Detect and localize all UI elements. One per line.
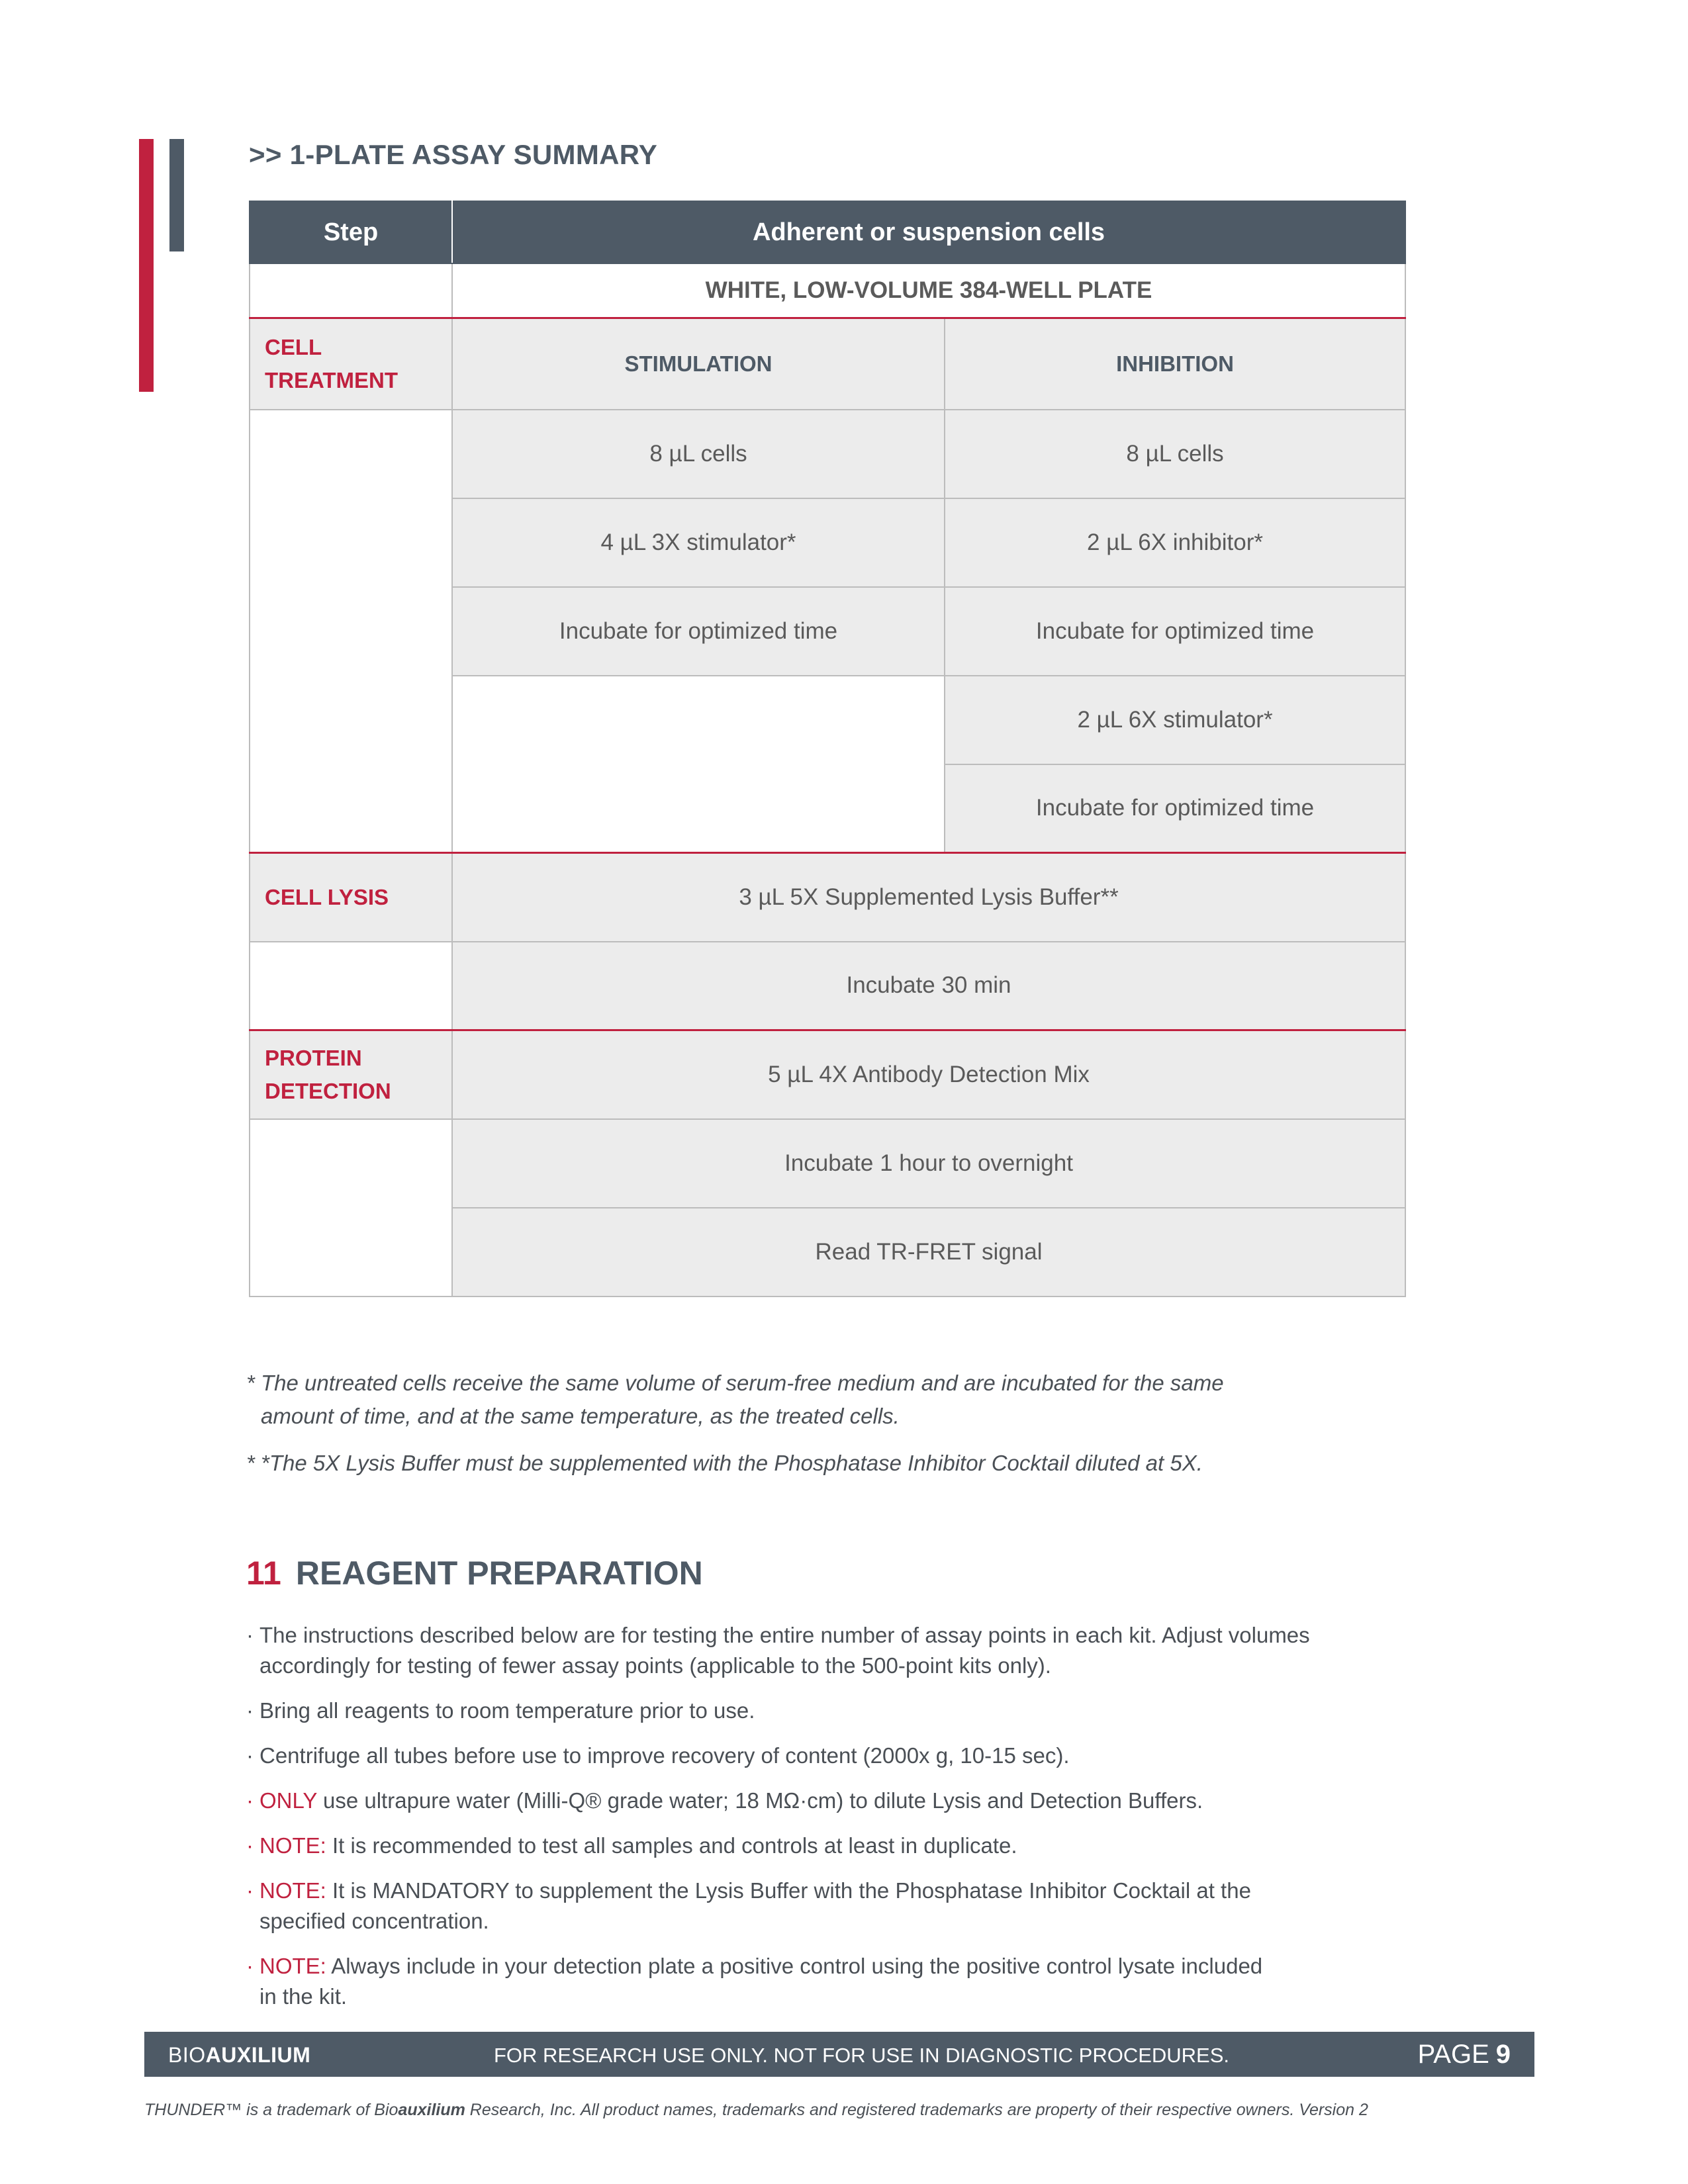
step-empty-cell — [250, 1119, 452, 1297]
footnote-line: * The untreated cells receive the same volume of serum-free medium and are incubated for the same — [246, 1371, 1224, 1395]
footer-research-notice: FOR RESEARCH USE ONLY. NOT FOR USE IN DIAGNOSTIC PROCEDURES. — [494, 2044, 1230, 2067]
trademark-bold: auxilium — [398, 2101, 465, 2119]
table-cell: 8 µL cells — [452, 410, 945, 498]
step-label-text: CELL LYSIS — [265, 884, 389, 909]
table-cell: Incubate for optimized time — [452, 587, 945, 676]
page-number: 9 — [1495, 2040, 1511, 2069]
note-label: NOTE: — [259, 1833, 326, 1858]
subheader-stimulation: STIMULATION — [452, 318, 945, 410]
footnote-lysis-buffer: * *The 5X Lysis Buffer must be supplemented with the Phosphatase Inhibitor Cocktail diluted at 5X. — [246, 1451, 1203, 1475]
list-item-line: in the kit. — [259, 1984, 348, 2009]
table-row — [250, 410, 1405, 498]
section-title: REAGENT PREPARATION — [295, 1555, 703, 1592]
emphasis-label: ONLY — [259, 1788, 317, 1813]
list-item-text: Always include in your detection plate a positive control using the positive control lysate included — [326, 1954, 1263, 1978]
list-item — [246, 1831, 1411, 1861]
trademark-notice — [144, 2101, 1368, 2120]
step-label-cell-treatment — [250, 318, 452, 410]
note-label: NOTE: — [259, 1878, 326, 1903]
table-cell: 4 µL 3X stimulator* — [452, 498, 945, 587]
step-label-text: CELL TREATMENT — [265, 334, 399, 392]
table-cell: Incubate 30 min — [452, 942, 1405, 1030]
footnote-untreated-cells — [246, 1367, 1411, 1433]
bullet-dot: · — [246, 1623, 254, 1647]
footnote-line: amount of time, and at the same temperature, as the treated cells. — [261, 1404, 900, 1428]
step-label-cell-lysis — [250, 853, 452, 942]
list-item — [246, 1876, 1411, 1936]
list-item — [246, 1696, 1411, 1726]
table-cell: Incubate for optimized time — [945, 764, 1405, 853]
list-item-line: Centrifuge all tubes before use to improve recovery of content (2000x g, 10-15 sec). — [259, 1743, 1070, 1768]
table-cell: 8 µL cells — [945, 410, 1405, 498]
list-item — [246, 1951, 1411, 2012]
list-item-line — [259, 1786, 1411, 1816]
table-cell: Incubate for optimized time — [945, 587, 1405, 676]
bullet-dot: · — [246, 1878, 254, 1903]
table-row — [250, 942, 1405, 1030]
table-cell: 5 µL 4X Antibody Detection Mix — [452, 1030, 1405, 1119]
brand-bold: AUXILIUM — [205, 2043, 311, 2067]
column-header-cells: Adherent or suspension cells — [452, 201, 1405, 263]
page-label: PAGE — [1417, 2040, 1489, 2069]
brand-prefix: BIO — [168, 2043, 206, 2067]
reagent-preparation-list — [246, 1620, 1411, 2026]
subheader-inhibition: INHIBITION — [945, 318, 1405, 410]
section-heading — [246, 1554, 703, 1592]
list-item-text: It is MANDATORY to supplement the Lysis Buffer with the Phosphatase Inhibitor Cocktail at the — [326, 1878, 1251, 1903]
table-cell: Read TR-FRET signal — [452, 1208, 1405, 1297]
footer-brand — [168, 2043, 310, 2068]
list-item — [246, 1620, 1411, 1681]
list-item-line — [259, 1876, 1411, 1906]
step-empty-cell — [250, 942, 452, 1030]
list-item-text: use ultrapure water (Milli-Q® grade water; 18 MΩ·cm) to dilute Lysis and Detection Buffers. — [316, 1788, 1203, 1813]
table-empty-cell — [452, 676, 945, 853]
bullet-dot: · — [246, 1743, 254, 1768]
table-row — [250, 1030, 1405, 1119]
decorative-gray-bar — [169, 139, 184, 251]
plate-row — [250, 263, 1405, 318]
list-item-line: accordingly for testing of fewer assay points (applicable to the 500-point kits only). — [259, 1653, 1051, 1678]
list-item — [246, 1741, 1411, 1771]
assay-summary-title: >> 1-PLATE ASSAY SUMMARY — [249, 139, 658, 170]
note-label: NOTE: — [259, 1954, 326, 1978]
step-label-text: PROTEIN DETECTION — [265, 1045, 391, 1103]
bullet-dot: · — [246, 1788, 254, 1813]
step-empty-cell — [250, 410, 452, 853]
plate-row-empty — [250, 263, 452, 318]
table-header-row — [250, 201, 1405, 263]
list-item — [246, 1786, 1411, 1816]
bullet-dot: · — [246, 1954, 254, 1978]
table-cell: Incubate 1 hour to overnight — [452, 1119, 1405, 1208]
table-row — [250, 318, 1405, 410]
table-row — [250, 1119, 1405, 1208]
table-cell: 3 µL 5X Supplemented Lysis Buffer** — [452, 853, 1405, 942]
page-indicator — [1418, 2040, 1511, 2070]
assay-summary-table — [249, 201, 1406, 1297]
footer-bar — [144, 2032, 1534, 2077]
list-item-line — [259, 1951, 1411, 1981]
list-item-text: It is recommended to test all samples and controls at least in duplicate. — [326, 1833, 1017, 1858]
section-number: 11 — [246, 1555, 281, 1592]
list-item-line: The instructions described below are for testing the entire number of assay points in each kit. Adjust volumes — [259, 1623, 1310, 1647]
list-item-line: Bring all reagents to room temperature prior to use. — [259, 1698, 755, 1723]
trademark-text: Research, Inc. All product names, trademarks and registered trademarks are property of their respective owners. Version 2 — [465, 2101, 1368, 2119]
trademark-text: THUNDER™ is a trademark of Bio — [144, 2101, 399, 2119]
bullet-dot: · — [246, 1833, 254, 1858]
step-label-protein-detection — [250, 1030, 452, 1119]
column-header-step: Step — [250, 201, 452, 263]
table-row — [250, 853, 1405, 942]
list-item-line — [259, 1831, 1411, 1861]
plate-type-label: WHITE, LOW-VOLUME 384-WELL PLATE — [452, 263, 1405, 318]
bullet-dot: · — [246, 1698, 254, 1723]
table-cell: 2 µL 6X inhibitor* — [945, 498, 1405, 587]
list-item-line: specified concentration. — [259, 1909, 489, 1933]
decorative-red-bar — [139, 139, 154, 392]
table-cell: 2 µL 6X stimulator* — [945, 676, 1405, 764]
